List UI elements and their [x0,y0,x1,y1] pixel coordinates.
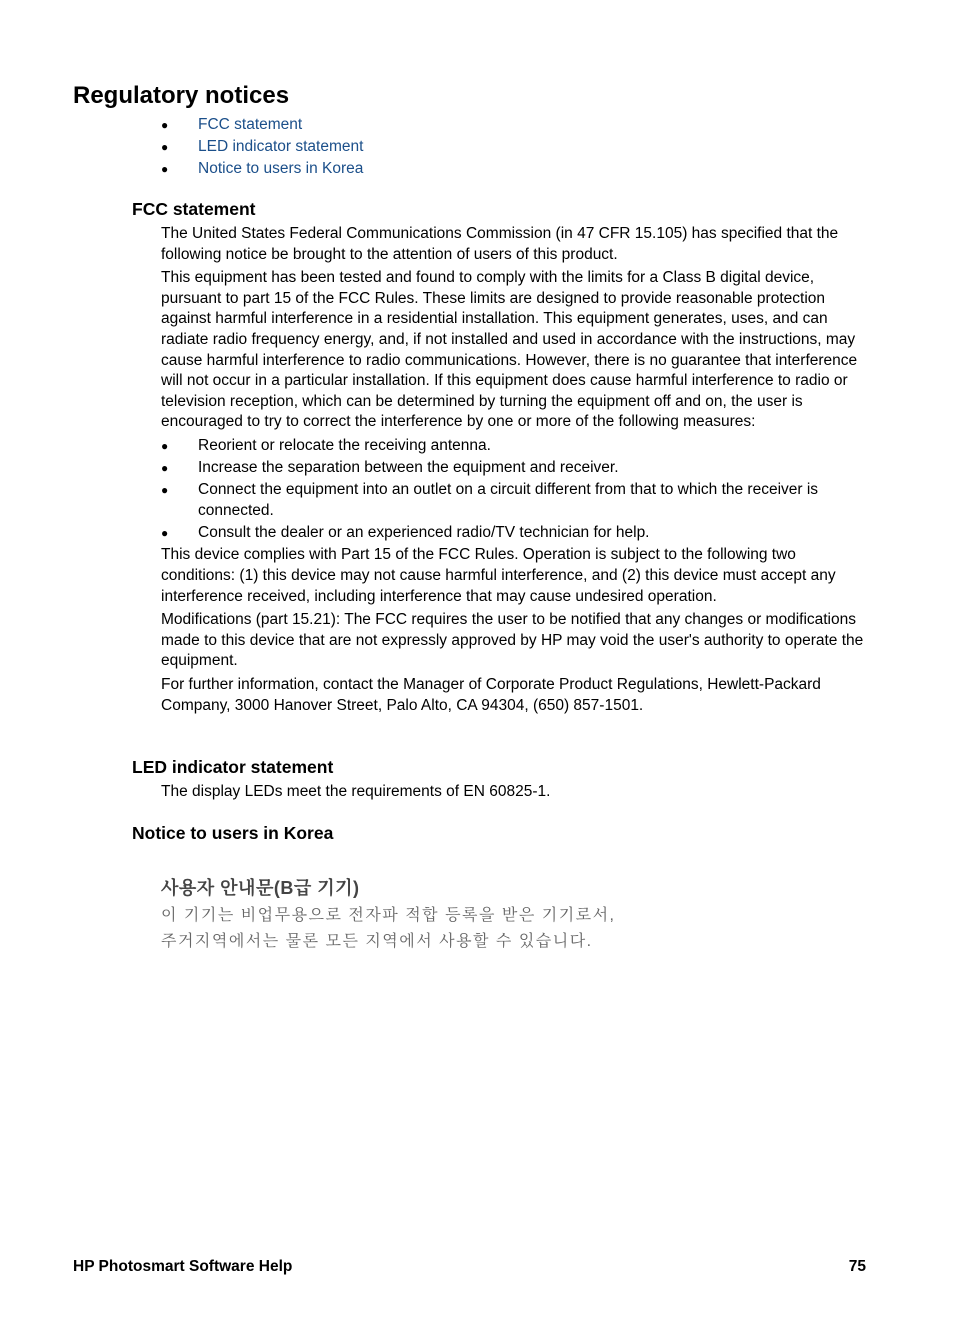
toc-item [161,136,363,158]
fcc-measure-item: ● Reorient or relocate the receiving antenna. [161,436,871,457]
fcc-paragraph: The United States Federal Communications Commission (in 47 CFR 15.105) has specified that the following notice be brought to the attention of users of this product. [161,225,839,263]
fcc-measure-item: ● Connect the equipment into an outlet on a circuit different from that to which the receiver is connected. [161,480,871,521]
korea-heading: Notice to users in Korea [132,823,334,843]
fcc-paragraph: This equipment has been tested and found to comply with the limits for a Class B digital device, pursuant to part 15 of the FCC Rules. These limits are designed to provide reasonable protection against harmful interference in a residential installation. This equipment generates, uses, and can radiate radio frequency energy, and, if not installed and used in accordance with the instructions, may cause harmful interference to radio communications. However, there is no guarantee that interference will not occur in a particular installation. If this equipment does cause harmful interference to radio or television reception, which can be determined by turning the equipment off and on, the user is encouraged to try to correct the interference by one or more of the following measures: [161,269,858,431]
fcc-paragraph: For further information, contact the Manager of Corporate Product Regulations, Hewlett-Packard Company, 3000 Hanover Street, Palo Alto, CA 94304, (650) 857-1501. [161,675,821,714]
toc-item [161,114,363,136]
toc-link-fcc-statement[interactable]: FCC statement [198,116,303,133]
korea-notice-line: 이 기기는 비업무용으로 전자파 적합 등록을 받은 기기로서, [161,907,616,924]
fcc-section-body [161,224,871,719]
toc-list [161,114,363,180]
toc-link-led-indicator-statement[interactable]: LED indicator statement [198,138,364,155]
page-title: Regulatory notices [73,82,290,109]
led-paragraph: The display LEDs meet the requirements of EN 60825-1. [161,783,551,800]
toc-item [161,158,363,180]
fcc-paragraph: This device complies with Part 15 of the FCC Rules. Operation is subject to the following two conditions: (1) this device may not cause harmful interference, and (2) this device must accept any interference received, including interference that may cause undesired operation. [161,546,836,605]
led-section-body [161,782,871,806]
led-heading: LED indicator statement [132,757,334,777]
toc-link-notice-korea[interactable]: Notice to users in Korea [198,160,364,177]
korea-notice-title: 사용자 안내문(B급 기기) [161,878,360,898]
page-number: 75 [848,1258,866,1275]
fcc-measure-item: ● Consult the dealer or an experienced radio/TV technician for help. [161,523,871,544]
fcc-heading: FCC statement [132,199,256,219]
fcc-measure-item: ● Increase the separation between the equipment and receiver. [161,458,871,479]
footer-title: HP Photosmart Software Help [73,1258,293,1275]
fcc-paragraph: Modifications (part 15.21): The FCC requires the user to be notified that any changes or modifications made to this device that are not expressly approved by HP may void the user's authority to operate the equipment. [161,611,864,670]
korea-notice-image [161,873,621,955]
fcc-measures-list [161,436,871,543]
korea-notice-line: 주거지역에서는 물론 모든 지역에서 사용할 수 있습니다. [161,933,593,950]
